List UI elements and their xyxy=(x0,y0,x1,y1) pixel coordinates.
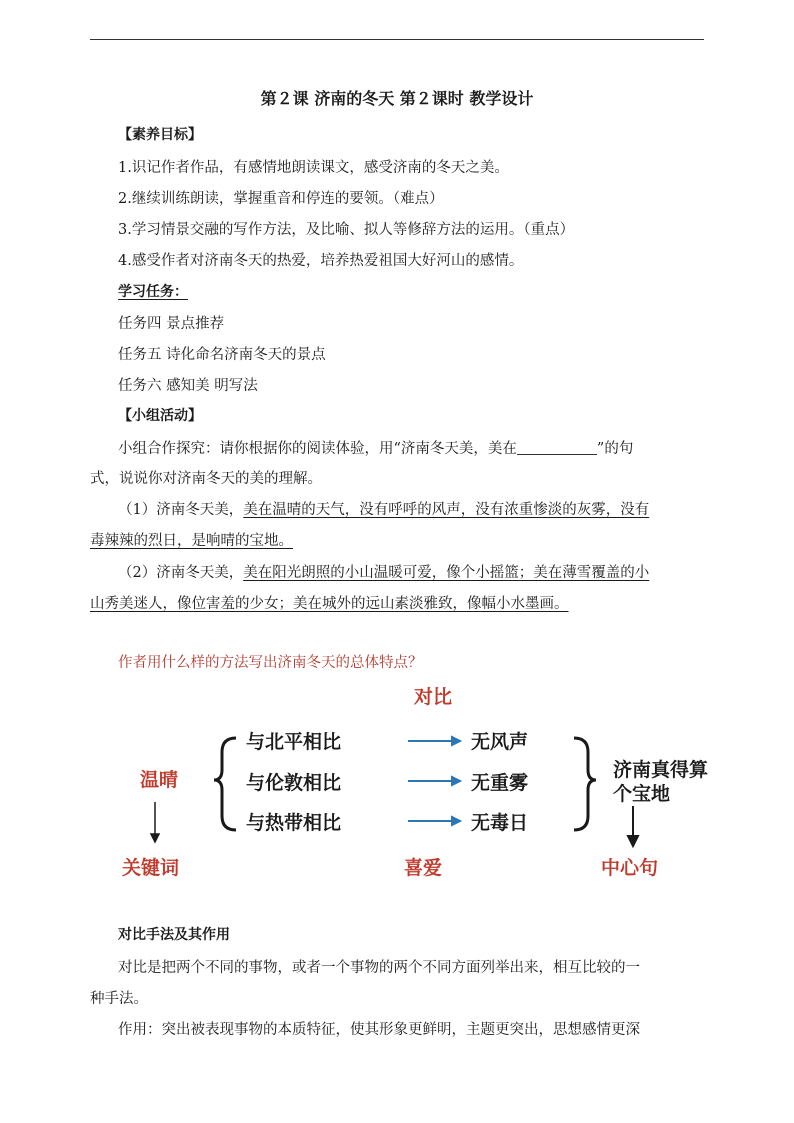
example-2-underlined: 美在阳光朗照的小山温暖可爱，像个小摇篮；美在薄雪覆盖的小 xyxy=(243,565,650,581)
objective-item: 1.识记作者作品，有感情地朗读课文，感受济南的冬天之美。 xyxy=(118,160,509,176)
group-heading: 【小组活动】 xyxy=(118,408,202,424)
diagram-question: 作者用什么样的方法写出济南冬天的总体特点？ xyxy=(118,655,423,671)
down-arrow xyxy=(151,802,159,842)
bottom-left-label: 关键词 xyxy=(122,857,180,879)
tasks-heading: 学习任务： xyxy=(118,284,188,300)
arrow xyxy=(408,737,460,745)
contrast-heading: 对比手法及其作用 xyxy=(118,927,230,943)
conclusion-line1: 济南真得算 xyxy=(613,759,709,781)
bottom-right-label: 中心句 xyxy=(601,857,659,879)
arrow xyxy=(408,817,460,825)
result-item: 无重雾 xyxy=(471,772,529,794)
down-arrow xyxy=(628,806,638,846)
group-intro-line2: 式，说说你对济南冬天的美的理解。 xyxy=(90,471,322,487)
example-2-line2: 山秀美迷人，像位害羞的少女；美在城外的远山素淡雅致，像幅小水墨画。 xyxy=(90,596,569,612)
conclusion-line2: 个宝地 xyxy=(613,783,671,805)
comparison-item: 与伦敦相比 xyxy=(246,772,342,794)
result-item: 无风声 xyxy=(471,731,529,753)
task-item: 任务六 感知美 明写法 xyxy=(118,378,258,394)
objective-item: 3.学习情景交融的写作方法，及比喻、拟人等修辞方法的运用。（重点） xyxy=(118,222,575,238)
example-1-underlined: 美在温晴的天气，没有呼呼的风声，没有浓重惨淡的灰雾，没有 xyxy=(243,502,650,518)
example-1-prefix: （1）济南冬天美， xyxy=(118,502,244,518)
bottom-mid-label: 喜爱 xyxy=(404,857,443,879)
example-2-prefix: （2）济南冬天美， xyxy=(118,565,244,581)
diagram-top-label: 对比 xyxy=(414,686,453,708)
example-1-line2: 毒辣辣的烈日，是响晴的宝地。 xyxy=(90,533,293,549)
contrast-definition-line2: 种手法。 xyxy=(90,991,148,1007)
diagram-left-word: 温晴 xyxy=(140,769,179,791)
right-brace xyxy=(574,738,596,830)
objective-item: 2.继续训练朗读，掌握重音和停连的要领。（难点） xyxy=(118,191,444,207)
contrast-effect: 作用：突出被表现事物的本质特征，使其形象更鲜明，主题更突出，思想感情更深 xyxy=(118,1022,640,1038)
contrast-definition: 对比是把两个不同的事物，或者一个事物的两个不同方面列举出来，相互比较的一 xyxy=(118,960,640,976)
group-intro-part1: 小组合作探究：请你根据你的阅读体验，用“济南冬天美，美在 xyxy=(118,441,517,457)
arrow xyxy=(408,777,460,785)
objective-item: 4.感受作者对济南冬天的热爱，培养热爱祖国大好河山的感情。 xyxy=(118,253,524,269)
objectives-heading: 【素养目标】 xyxy=(118,127,202,143)
task-item: 任务四 景点推荐 xyxy=(118,316,225,332)
left-brace xyxy=(214,738,236,830)
group-intro-part2: ”的句 xyxy=(596,441,634,457)
result-item: 无毒日 xyxy=(471,812,529,834)
comparison-item: 与北平相比 xyxy=(246,731,342,753)
task-item: 任务五 诗化命名济南冬天的景点 xyxy=(118,347,326,363)
comparison-item: 与热带相比 xyxy=(246,812,342,834)
page-title: 第２课 济南的冬天 第２课时 教学设计 xyxy=(260,89,534,108)
